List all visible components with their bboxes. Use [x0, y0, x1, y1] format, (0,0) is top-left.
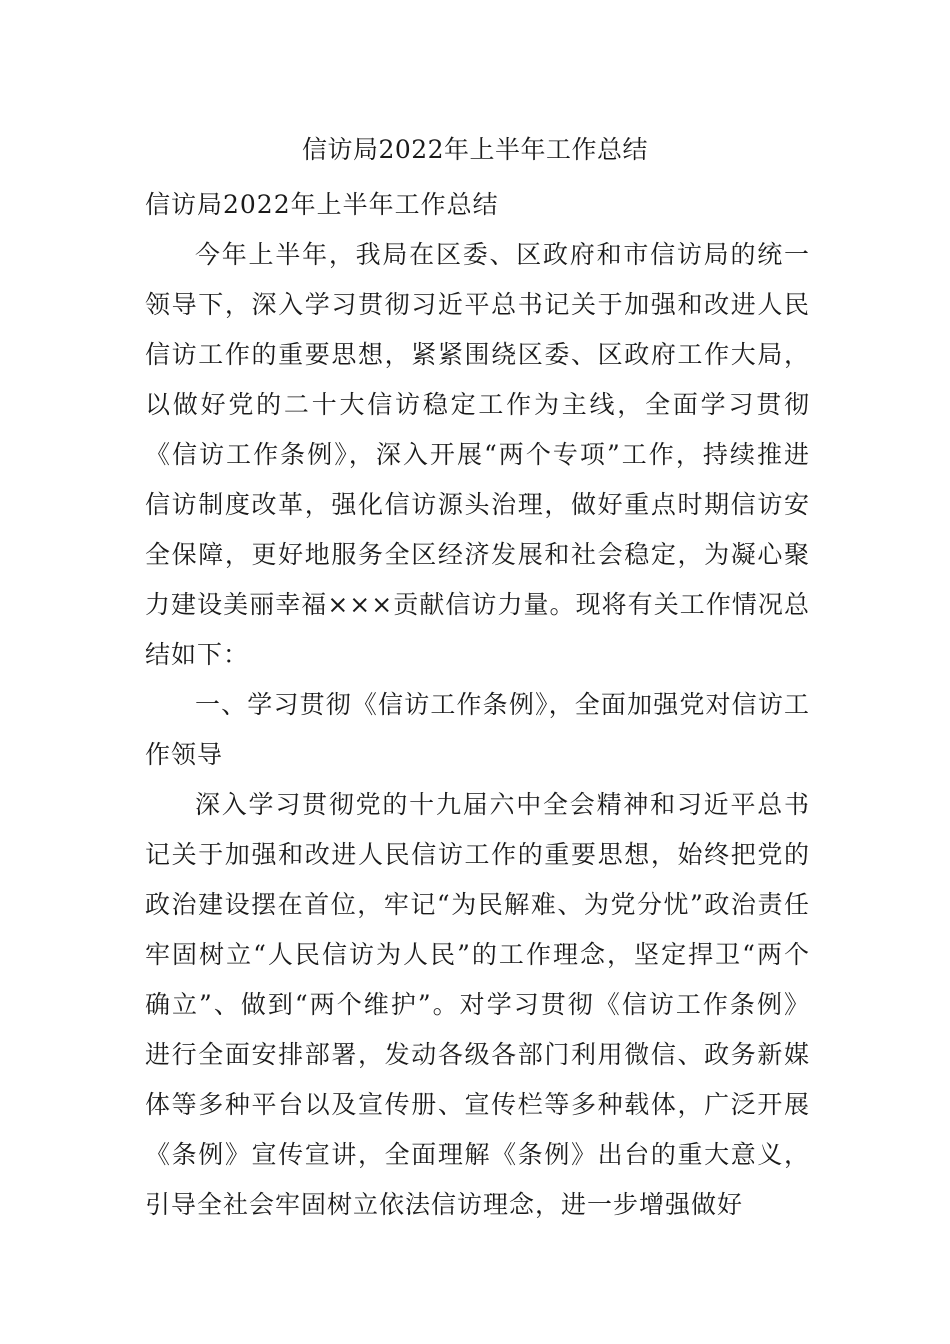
document-body: [145, 180, 810, 1230]
section-heading: 一、学习贯彻《信访工作条例》，全面加强党对信访工作领导: [145, 690, 810, 769]
document-subtitle: 信访局2022年上半年工作总结: [145, 190, 499, 219]
document-title: 信访局2022年上半年工作总结: [301, 135, 649, 164]
intro-paragraph: 今年上半年，我局在区委、区政府和市信访局的统一领导下，深入学习贯彻习近平总书记关于加强和改进人民信访工作的重要思想，紧紧围绕区委、区政府工作大局，以做好党的二十大信访稳定工作为主线，全面学习贯彻《信访工作条例》，深入开展“两个专项”工作，持续推进信访制度改革，强化信访源头治理，做好重点时期信访安全保障，更好地服务全区经济发展和社会稳定，为凝心聚力建设美丽幸福×××贡献信访力量。现将有关工作情况总结如下：: [145, 240, 810, 669]
section-paragraph: 深入学习贯彻党的十九届六中全会精神和习近平总书记关于加强和改进人民信访工作的重要思想，始终把党的政治建设摆在首位，牢记“为民解难、为党分忧”政治责任牢固树立“人民信访为人民”的工作理念，坚定捍卫“两个确立”、做到“两个维护”。对学习贯彻《信访工作条例》进行全面安排部署，发动各级各部门利用微信、政务新媒体等多种平台以及宣传册、宣传栏等多种载体，广泛开展《条例》宣传宣讲，全面理解《条例》出台的重大意义，引导全社会牢固树立依法信访理念，进一步增强做好: [145, 790, 810, 1219]
